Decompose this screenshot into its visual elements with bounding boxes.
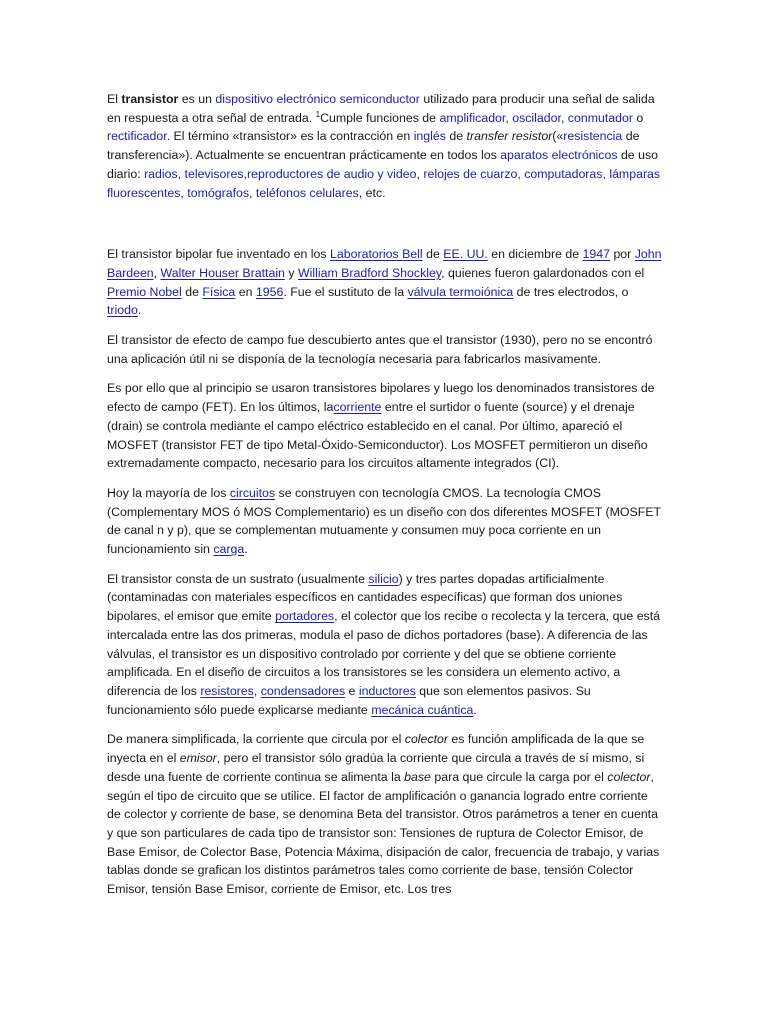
term-transistor: transistor: [121, 92, 179, 106]
link-amplificador[interactable]: amplificador: [439, 110, 506, 125]
link-reproductores[interactable]: reproductores de audio y video: [247, 166, 417, 181]
link-john-bardeen[interactable]: John Bardeen: [107, 247, 662, 280]
paragraph-fet-mosfet: Es por ello que al principio se usaron transistores bipolares y luego los denominados transistores de efecto de campo (FET). En los últimos, lacorriente entre el surtidor o fuente (source) y el drenaje (drain) se controla mediante el campo eléctrico establecido en el canal. Por último, apareció el MOSFET (transistor FET de tipo Metal-Óxido-Semiconductor). Los MOSFET permitieron un diseño extremadamente compacto, necesario para los circuitos altamente integrados (CI).: [107, 381, 655, 471]
link-portadores[interactable]: portadores: [275, 609, 335, 624]
link-radios[interactable]: radios: [144, 166, 178, 181]
link-triodo[interactable]: triodo: [107, 303, 138, 318]
link-ee-uu[interactable]: EE. UU.: [443, 247, 488, 262]
paragraph-operation: De manera simplificada, la corriente que circula por el colector es función amplificada de la que se inyecta en el emisor, pero el transistor sólo gradúa la corriente que circula a través de sí mismo, si desde una fuente de corriente continua se alimenta la base para que circule la carga por el colector, según el tipo de circuito que se utilice. El factor de amplificación o ganancia logrado entre corriente de colector y corriente de base, se denomina Beta del transistor. Otros parámetros a tener en cuenta y que son particulares de cada tipo de transistor son: Tensiones de ruptura de Colector Emisor, de Base Emisor, de Colector Base, Potencia Máxima, disipación de calor, frecuencia de trabajo, y varias tablas donde se grafican los distintos parámetros tales como corriente de base, tensión Colector Emisor, tensión Base Emisor, corriente de Emisor, etc. Los tres: [107, 732, 660, 897]
link-walter-brattain[interactable]: Walter Houser Brattain: [160, 265, 285, 280]
paragraph-structure: El transistor consta de un sustrato (usualmente silicio) y tres partes dopadas artificialmente (contaminadas con materiales específicos en cantidades específicas) que forman dos uniones bipolares, el emisor que emite portadores, el colector que los recibe o recolecta y la tercera, que está intercalada entre las dos primeras, modula el paso de dichos portadores (base). A diferencia de las válvulas, el transistor es un dispositivo controlado por corriente y del que se obtiene corriente amplificada. En el diseño de circuitos a los transistores se les considera un elemento activo, a diferencia de los resistores, condensadores e inductores que son elementos pasivos. Su funcionamiento sólo puede explicarse mediante mecánica cuántica.: [107, 571, 661, 717]
link-corriente[interactable]: corriente: [333, 400, 382, 415]
link-carga[interactable]: carga: [213, 542, 245, 557]
paragraph-intro: El transistor es un dispositivo electrónico semiconductor utilizado para producir una señal de salida en respuesta a otra señal de entrada. $^1$Cumple funciones de amplificador, oscilador, conmutador o rectificador. El término «transistor» es la contracción en inglés de transfer resistor(«resistencia de transferencia»). Actualmente se encuentran prácticamente en todos los aparatos electrónicos de uso diario: radios, televisores,reproductores de audio y video, relojes de cuarzo, computadoras, lámparas fluorescentes, tomógrafos, teléfonos celulares, etc.: [107, 92, 661, 200]
term-emisor: emisor: [179, 751, 217, 766]
link-silicio[interactable]: silicio: [368, 571, 399, 586]
term-colector: colector: [404, 732, 448, 747]
link-william-shockley[interactable]: William Bradford Shockley: [297, 265, 442, 280]
term-colector: colector: [607, 769, 651, 784]
link-inductores[interactable]: inductores: [358, 683, 416, 698]
link-lamparas-fluorescentes[interactable]: lámparas fluorescentes: [107, 166, 661, 200]
link-mecanica-cuantica[interactable]: mecánica cuántica: [371, 702, 474, 717]
link-resistencia[interactable]: resistencia: [563, 129, 623, 144]
link-oscilador[interactable]: oscilador: [512, 110, 561, 125]
footnote-ref[interactable]: 1: [315, 109, 321, 119]
link-fisica[interactable]: Física: [202, 284, 236, 299]
link-valvula-termoionica[interactable]: válvula termoiónica: [407, 284, 514, 299]
link-laboratorios-bell[interactable]: Laboratorios Bell: [330, 247, 423, 262]
link-condensadores[interactable]: condensadores: [260, 683, 346, 698]
paragraph-history: El transistor bipolar fue inventado en los Laboratorios Bell de EE. UU. en diciembre de 1947 por John Bardeen, Walter Houser Brattain y William Bradford Shockley, quienes fueron galardonados con el Premio Nobel de Física en 1956. Fue el sustituto de la válvula termoiónica de tres electrodos, o triodo.: [107, 247, 662, 318]
term-base: base: [404, 769, 431, 784]
link-dispositivo-electronico[interactable]: dispositivo electrónico: [215, 92, 337, 106]
link-1947[interactable]: 1947: [582, 247, 611, 262]
paragraph-cmos: Hoy la mayoría de los circuitos se construyen con tecnología CMOS. La tecnología CMOS (Complementary MOS ó MOS Complementario) es un diseño con dos diferentes MOSFET (MOSFET de canal n y p), que se complementan mutuamente y consumen muy poca corriente en un funcionamiento sin carga.: [107, 485, 661, 557]
link-aparatos-electronicos[interactable]: aparatos electrónicos: [500, 148, 618, 163]
link-rectificador[interactable]: rectificador: [107, 129, 167, 144]
link-telefonos-celulares[interactable]: teléfonos celulares: [255, 185, 359, 200]
link-computadoras[interactable]: computadoras: [524, 166, 603, 181]
link-conmutador[interactable]: conmutador: [567, 110, 633, 125]
link-tomografos[interactable]: tomógrafos: [187, 185, 250, 200]
link-televisores[interactable]: televisores: [184, 166, 244, 181]
term-transfer-resistor: transfer resistor: [466, 129, 553, 144]
link-1956[interactable]: 1956: [255, 284, 284, 299]
paragraph-field-effect: El transistor de efecto de campo fue descubierto antes que el transistor (1930), pero no se encontró una aplicación útil ni se disponía de la tecnología necesaria para fabricarlos masivamente.: [107, 333, 653, 366]
link-premio-nobel[interactable]: Premio Nobel: [107, 284, 182, 299]
link-relojes-de-cuarzo[interactable]: relojes de cuarzo: [423, 166, 518, 181]
link-circuitos[interactable]: circuitos: [229, 485, 276, 500]
link-semiconductor[interactable]: semiconductor: [339, 92, 420, 106]
link-resistores[interactable]: resistores: [200, 683, 254, 698]
article-body: [107, 90, 663, 910]
link-ingles[interactable]: inglés: [413, 129, 446, 144]
